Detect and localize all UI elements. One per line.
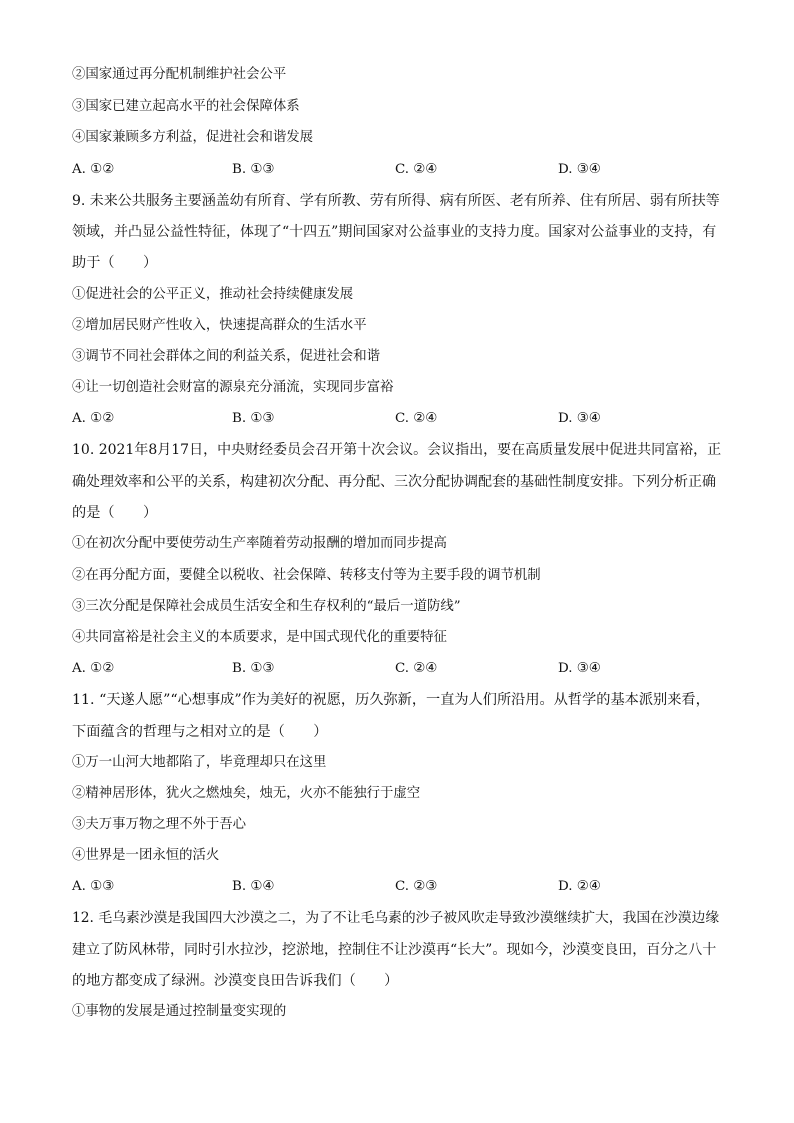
- q9-options: [72, 410, 698, 428]
- option-d: D. ③④: [558, 661, 601, 676]
- q10-item-2: ②在再分配方面，要健全以税收、社会保障、转移支付等为主要手段的调节机制: [72, 568, 541, 583]
- q9-stem-line-3: 助于（ ）: [72, 255, 158, 271]
- q10-item-4: ④共同富裕是社会主义的本质要求，是中国式现代化的重要特征: [72, 630, 447, 645]
- option-c: C. ②③: [395, 879, 438, 894]
- q10-item-1: ①在初次分配中要使劳动生产率随着劳动报酬的增加而同步提高: [72, 536, 447, 551]
- q9-stem-line-2: 领域，并凸显公益性特征，体现了“十四五”期间国家对公益事业的支持力度。国家对公益事业的支持，有: [72, 224, 717, 240]
- carry-item-2: ②国家通过再分配机制维护社会公平: [72, 67, 287, 82]
- option-b: B. ①④: [232, 879, 275, 894]
- q11-item-2: ②精神居形体，犹火之燃烛矣，烛无，火亦不能独行于虚空: [72, 786, 421, 801]
- q12-stem-line-2: 建立了防风林带，同时引水拉沙，挖淤地，控制住不让沙漠再“长大”。现如今，沙漠变良田，百分之八十: [72, 942, 717, 958]
- carry-item-3: ③国家已建立起高水平的社会保障体系: [72, 99, 300, 114]
- q11-stem-line-2: 下面蕴含的哲理与之相对立的是（ ）: [72, 724, 328, 740]
- q9-item-3: ③调节不同社会群体之间的利益关系，促进社会和谐: [72, 349, 380, 364]
- option-c: C. ②④: [395, 411, 438, 426]
- q11-item-3: ③夫万事万物之理不外于吾心: [72, 817, 247, 832]
- q9-item-1: ①促进社会的公平正义，推动社会持续健康发展: [72, 287, 354, 302]
- option-a: A. ①②: [72, 411, 115, 426]
- q12-stem-line-1: 12. 毛乌素沙漠是我国四大沙漠之二，为了不让毛乌素的沙子被风吹走导致沙漠继续扩大，我国在沙漠边缘: [72, 910, 720, 926]
- q11-options: [72, 878, 698, 896]
- q9-item-4: ④让一切创造社会财富的源泉充分涌流，实现同步富裕: [72, 380, 394, 395]
- option-b: B. ①③: [232, 411, 275, 426]
- option-c: C. ②④: [395, 162, 438, 177]
- q10-stem-line-1: 10. 2021年8月17日，中央财经委员会召开第十次会议。会议指出，要在高质量发展中促进共同富裕，正: [72, 442, 722, 458]
- q11-stem-line-1: 11. “天遂人愿”“心想事成”作为美好的祝愿，历久弥新，一直为人们所沿用。从哲学的基本派别来看，: [72, 692, 710, 708]
- option-b: B. ①③: [232, 661, 275, 676]
- q10-stem-line-2: 确处理效率和公平的关系，构建初次分配、再分配、三次分配协调配套的基础性制度安排。下列分析正确: [72, 474, 716, 490]
- option-c: C. ②④: [395, 661, 438, 676]
- q10-item-3: ③三次分配是保障社会成员生活安全和生存权利的“最后一道防线”: [72, 599, 461, 614]
- q12-stem-line-3: 的地方都变成了绿洲。沙漠变良田告诉我们（ ）: [72, 973, 399, 989]
- option-a: A. ①②: [72, 162, 115, 177]
- option-d: D. ③④: [558, 162, 601, 177]
- option-d: D. ②④: [558, 879, 601, 894]
- q10-options: [72, 660, 698, 678]
- q9-stem-line-1: 9. 未来公共服务主要涵盖幼有所育、学有所教、劳有所得、病有所医、老有所养、住有所居、弱有所扶等: [72, 193, 720, 209]
- q11-item-1: ①万一山河大地都陷了，毕竟理却只在这里: [72, 755, 327, 770]
- q12-item-1: ①事物的发展是通过控制量变实现的: [72, 1004, 287, 1019]
- carry-options: [72, 161, 698, 179]
- option-b: B. ①③: [232, 162, 275, 177]
- option-d: D. ③④: [558, 411, 601, 426]
- q10-stem-line-3: 的是（ ）: [72, 505, 158, 521]
- q9-item-2: ②增加居民财产性收入，快速提高群众的生活水平: [72, 318, 367, 333]
- carry-item-4: ④国家兼顾多方利益，促进社会和谐发展: [72, 130, 314, 145]
- option-a: A. ①③: [72, 879, 115, 894]
- q11-item-4: ④世界是一团永恒的活火: [72, 848, 220, 863]
- option-a: A. ①②: [72, 661, 115, 676]
